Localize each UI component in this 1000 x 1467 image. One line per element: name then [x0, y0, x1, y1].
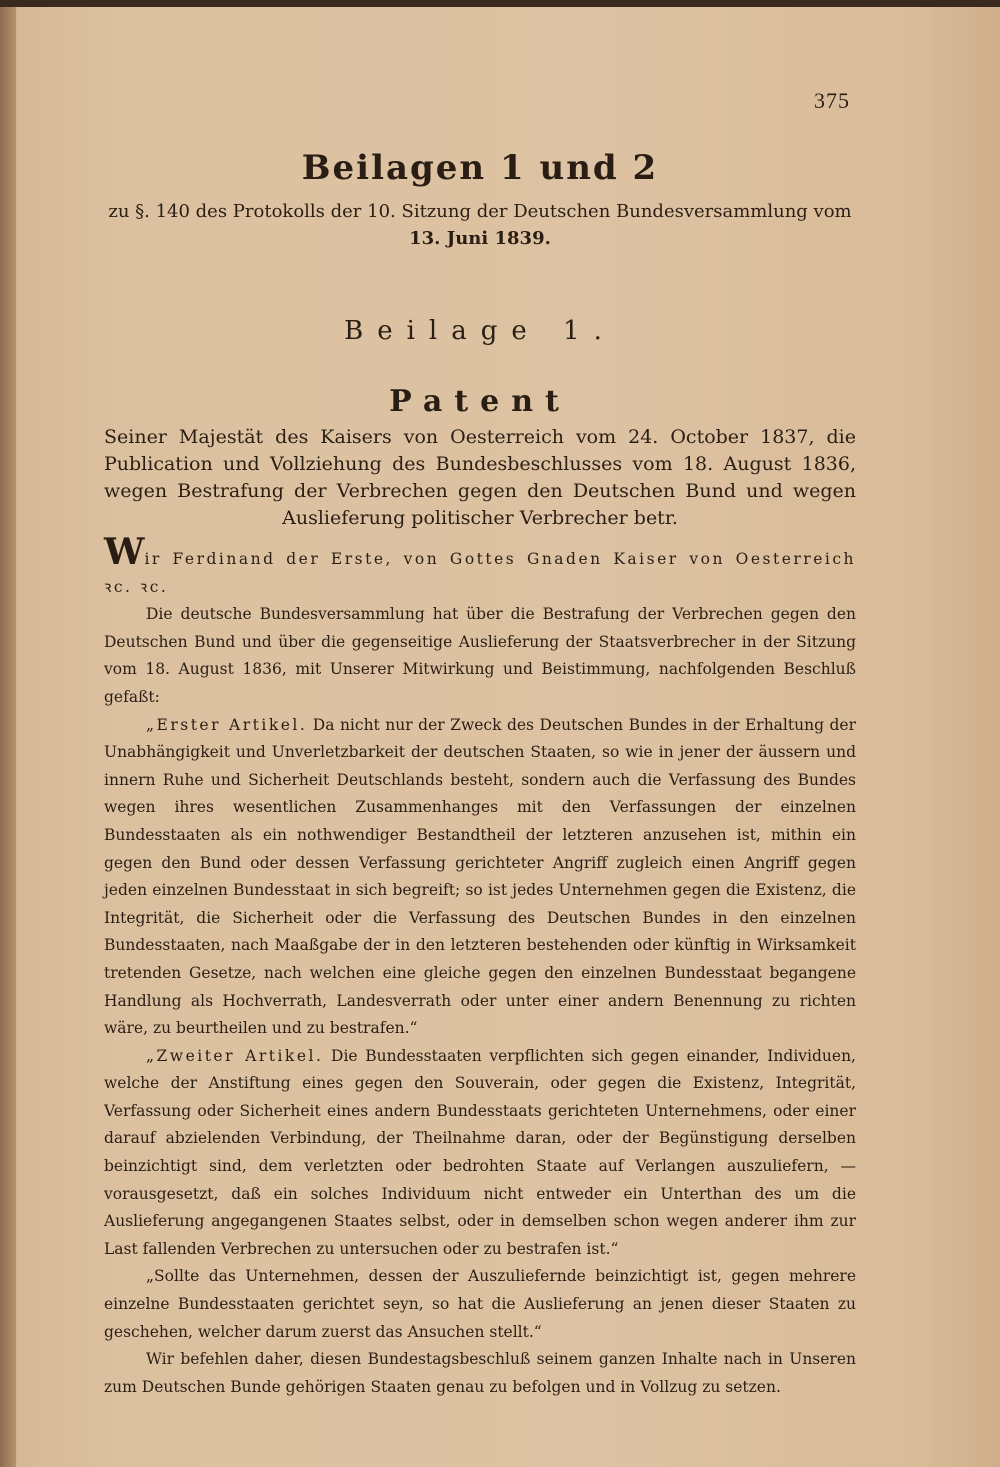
article-1 [104, 712, 856, 1043]
body-text [104, 531, 856, 1401]
patent-heading: Patent [389, 384, 571, 419]
intro-paragraph: Die deutsche Bundesversammlung hat über die Bestrafung der Verbrechen gegen den Deutschen Bund und über die gegenseitige Auslieferung der Staatsverbrecher in der Sitzung vom 18. August 1836, mit Unserer Mitwirkung und Beistimmung, nachfolgenden Beschluß gefaßt: [104, 605, 856, 706]
article-2-text: Die Bundesstaaten verpflichten sich gegen einander, Individuen, welche der Anstiftung eines gegen den Souverain, oder gegen die Existenz, Integrität, Verfassung oder Sicherheit eines andern Bundesstaats gerichteten Unternehmens, oder einer darauf abzielenden Verbindung, der Theilnahme daran, oder der Begünstigung derselben beinzichtigt sind, dem verletzten oder bedrohten Staate auf Verlangen auszuliefern, — vorausgesetzt, daß ein solches Individuum nicht entweder ein Unterthan des um die Auslieferung angegangenen Staates selbst, oder in demselben schon wegen anderer ihm zur Last fallenden Verbrechen zu untersuchen oder zu bestrafen ist.“ [104, 1046, 856, 1258]
drop-initial: W [104, 531, 145, 573]
patent-description: Seiner Majestät des Kaisers von Oesterreich vom 24. October 1837, die Publication und Vollziehung des Bundesbeschlusses vom 18. August 1836, wegen Bestrafung der Verbrechen gegen den Deutschen Bund und wegen Auslieferung politischer Verbrecher betr. [104, 426, 856, 529]
intro-line [104, 531, 856, 601]
paragraph-4: Wir befehlen daher, diesen Bundestagsbeschluß seinem ganzen Inhalte nach in Unseren zum Deutschen Bunde gehörigen Staaten genau zu befolgen und in Vollzug zu setzen. [104, 1350, 856, 1396]
subtitle-line-1: zu §. 140 des Protokolls der 10. Sitzung der Deutschen Bundesversammlung vom [108, 201, 852, 222]
article-2-heading: „Zweiter Artikel. [146, 1046, 324, 1065]
page-number: 375 [814, 88, 850, 113]
page-subtitle [104, 198, 856, 252]
page-title: Beilagen 1 und 2 [301, 148, 659, 188]
article-1-text: Da nicht nur der Zweck des Deutschen Bundes in der Erhaltung der Unabhängigkeit und Unverletzbarkeit der deutschen Staaten, so wie in jener der äussern und innern Ruhe und Sicherheit Deutschlands besteht, sondern auch die Verfassung des Bundes wegen ihres wesentlichen Zusammenhanges mit den Verfassungen der einzelnen Bundesstaaten als ein nothwendiger Bestandtheil der letzteren anzusehen ist, mithin ein gegen den Bund oder dessen Verfassung gerichteter Angriff zugleich einen Angriff gegen jeden einzelnen Bundesstaat in sich begreift; so ist jedes Unternehmen gegen die Existenz, die Integrität, die Sicherheit oder die Verfassung des Deutschen Bundes in den einzelnen Bundesstaaten, nach Maaßgabe der in den letzteren bestehenden oder künftig in Wirksamkeit tretenden Gesetze, nach welchen eine gleiche gegen den einzelnen Bundesstaat begangene Handlung als Hochverrath, Landesverrath oder unter einer andern Benennung zu richten wäre, zu beurtheilen und zu bestrafen.“ [104, 715, 856, 1038]
article-2 [104, 1043, 856, 1264]
beilage-heading: Beilage 1. [344, 316, 616, 346]
intro-rest: ir Ferdinand der Erste, von Gottes Gnaden Kaiser von Oesterreich ꝛc. ꝛc. [104, 550, 856, 596]
scan-top-edge [0, 0, 1000, 7]
paragraph-3: „Sollte das Unternehmen, dessen der Auszuliefernde beinzichtigt ist, gegen mehrere einzelne Bundesstaaten gerichtet seyn, so hat die Auslieferung an jenen dieser Staaten zu geschehen, welcher darum zuerst das Ansuchen stellt.“ [104, 1267, 856, 1341]
subtitle-line-2: 13. Juni 1839. [409, 228, 551, 249]
article-1-heading: „Erster Artikel. [146, 715, 308, 734]
binding-gutter [0, 7, 16, 1467]
